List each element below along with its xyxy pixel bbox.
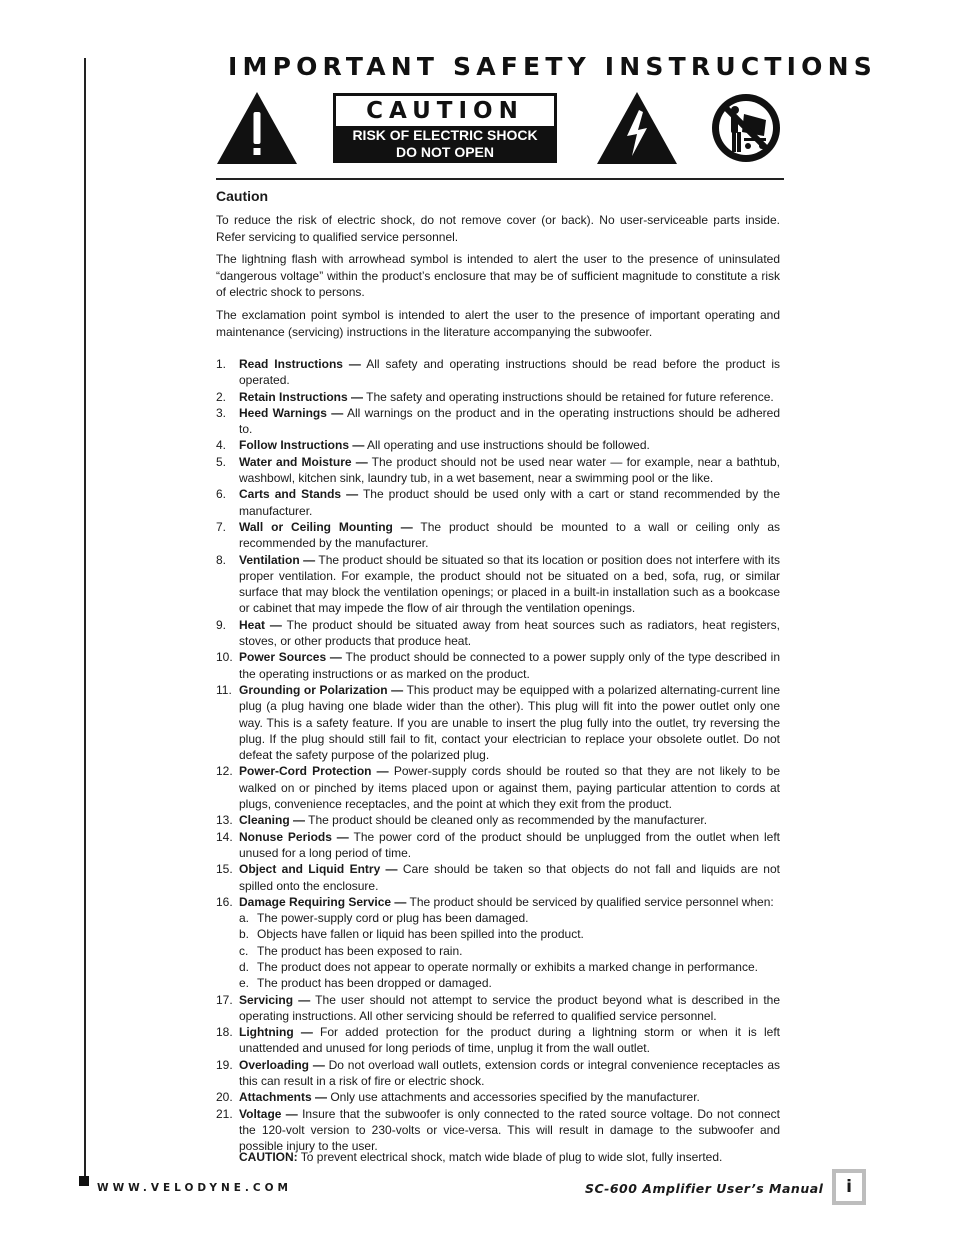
page-title: IMPORTANT SAFETY INSTRUCTIONS [228,52,877,81]
section-divider [216,178,784,180]
sub-list-item: a. The power-supply cord or plug has been damaged. [239,911,529,926]
exclamation-triangle-icon [217,92,297,169]
list-item: 10. Power Sources — The product should be connected to a power supply only of the type described in the operating instructions or as marked on the product. [216,650,781,681]
sub-list-item: d. The product does not appear to operate normally or exhibits a marked change in performance. [239,959,758,974]
list-item: 5. Water and Moisture — The product should not be used near water — for example, near a bathtub, washbowl, kitchen sink, laundry tub, in a wet basement, near a swimming pool or the like. [216,454,780,486]
list-item: 18. Lightning — For added protection for the product during a lightning storm or when it is left unattended and unused for long periods of time, unplug it from the wall outlet. [216,1025,780,1056]
paragraph: The lightning flash with arrowhead symbol is intended to alert the user to the presence of uninsulated “dangerous voltage” within the product’s enclosure that may be of sufficient magnitude to constitute a risk of electric shock to persons. [216,252,780,299]
list-item: 15. Object and Liquid Entry — Care should be taken so that objects do not fall and liquids are not spilled onto the enclosure. [216,862,780,893]
section-heading: Caution [216,188,269,204]
list-item: 7. Wall or Ceiling Mounting — The product should be mounted to a wall or ceiling only as recommended by the manufacturer. [216,519,780,551]
caution-heading: CAUTION [336,96,554,126]
list-item: 17. Servicing — The user should not attempt to service the product beyond what is described in the operating instructions. All other servicing should be referred to qualified service personnel. [216,992,780,1023]
no-cart-tipover-icon [708,92,784,169]
sub-list-item: b. Objects have fallen or liquid has been spilled into the product. [239,927,584,942]
caution-line-2: DO NOT OPEN [395,144,494,160]
list-item: 6. Carts and Stands — The product should be used only with a cart or stand recommended by the manufacturer. [216,487,780,518]
list-item: 1. Read Instructions — All safety and operating instructions should be read before the product is operated. [216,357,780,388]
list-item: 3. Heed Warnings — All warnings on the product and in the operating instructions should be adhered to. [216,405,781,437]
list-item: 19. Overloading — Do not overload wall outlets, extension cords or integral convenience receptacles as this can result in a risk of fire or electric shock. [216,1057,780,1089]
list-item: 21. Voltage — Insure that the subwoofer is only connected to the rated source voltage. Do not connect the 120-volt version to 230-volts or vice-versa. This will result in damage to the subwoofer and possible injury to the user. [216,1106,780,1154]
paragraph: The exclamation point symbol is intended to alert the user to the presence of important operating and maintenance (servicing) instructions in the literature accompanying the subwoofer. [216,308,780,339]
margin-rule [84,58,86,1186]
list-item: 12. Power-Cord Protection — Power-supply cords should be routed so that they are not likely to be walked on or pinched by items placed upon or against them, paying particular attention to cords at plugs, convenience receptacles, and the point at which they exit from the product. [216,764,780,812]
margin-rule-marker [79,1176,89,1186]
paragraph: To reduce the risk of electric shock, do not remove cover (or back). No user-serviceable parts inside. Refer servicing to qualified service personnel. [216,213,780,244]
list-item: 20. Attachments — Only use attachments and accessories specified by the manufacturer. [216,1090,700,1105]
list-item: 9. Heat — The product should be situated away from heat sources such as radiators, heat registers, stoves, or other products that produce heat. [216,617,780,649]
list-item: 13. Cleaning — The product should be cleaned only as recommended by the manufacturer. [216,813,708,828]
list-item: 2. Retain Instructions — The safety and operating instructions should be retained for future reference. [216,389,774,404]
footer-website: WWW.VELODYNE.COM [97,1182,293,1194]
sub-list-item: c. The product has been exposed to rain. [239,943,463,958]
page-number-box [832,1169,866,1205]
safety-instructions-list [216,356,780,1155]
list-item: 11. Grounding or Polarization — This product may be equipped with a polarized alternating-current line plug (a plug having one blade wider than the other). This plug will fit into the power outlet only one way. This is a safety feature. If you are unable to insert the plug fully into the outlet, try reversing the plug. If the plug should still fail to fit, contact your electrician to replace your obsolete outlet. Do not defeat the safety purpose of the polarized plug. [216,682,780,763]
page-number: i [836,1173,862,1201]
list-item: 8. Ventilation — The product should be situated so that its location or position does not interfere with its proper ventilation. For example, the product should not be situated on a bed, sofa, rug, or similar surface that may block the ventilation openings; or placed in a built-in installation such as a bookcase or cabinet that may impede the flow of air through the ventilation openings. [216,552,781,616]
caution-line-1: RISK OF ELECTRIC SHOCK [352,127,538,143]
final-caution-note: CAUTION: To prevent electrical shock, match wide blade of plug to wide slot, fully inserted. [239,1150,723,1164]
list-item: 4. Follow Instructions — All operating and use instructions should be followed. [216,438,650,453]
lightning-triangle-icon [597,92,677,169]
list-item: 16. Damage Requiring Service — The product should be serviced by qualified service personnel when: a. The power-supply cord or plug has been damaged. b. Objects have fallen or liquid has been spilled into the product. c. The product has been exposed to rain. d. The product does not appear to operate normally or exhibits a marked change in performance. e. The product has been dropped or damaged. [216,894,780,992]
sub-list-item: e. The product has been dropped or damaged. [239,976,492,991]
list-item: 14. Nonuse Periods — The power cord of the product should be unplugged from the outlet when left unused for a long period of time. [216,829,780,860]
caution-label-box [333,93,557,163]
footer-manual-title: SC-600 Amplifier User’s Manual [585,1181,824,1196]
